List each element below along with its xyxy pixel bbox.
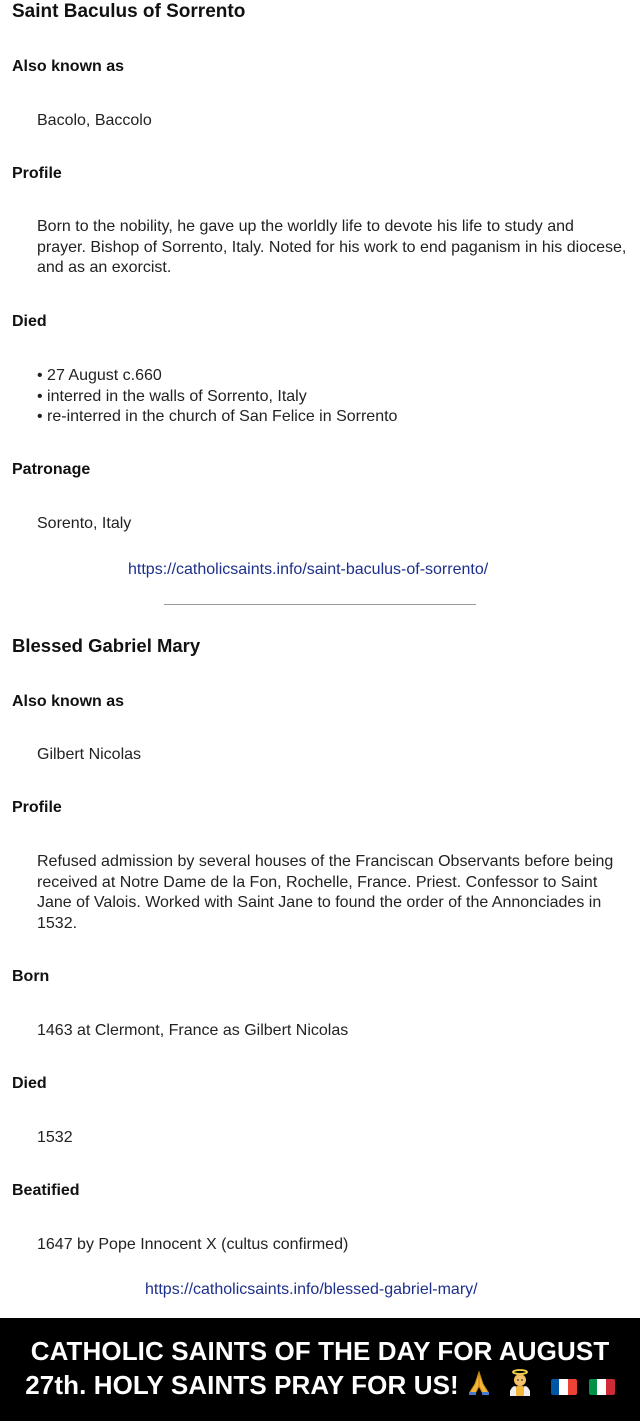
praying-hands-icon — [467, 1370, 491, 1404]
also-known-as-value: Gilbert Nicolas — [37, 746, 142, 763]
italy-flag-icon — [589, 1379, 615, 1395]
banner-caption — [10, 1334, 630, 1405]
also-known-as-value: Bacolo, Baccolo — [37, 112, 152, 129]
caption-banner — [0, 1318, 640, 1421]
france-flag-icon — [551, 1379, 577, 1395]
profile-heading: Profile — [12, 799, 62, 816]
list-item: • re-interred in the church of San Felice in Sorrento — [37, 408, 398, 425]
section-divider — [164, 604, 476, 605]
profile-text: Born to the nobility, he gave up the worldly life to devote his life to study and prayer. Bishop of Sorrento, Italy. Noted for his work to end paganism in his diocese, and as an exorcist. — [37, 218, 627, 276]
beatified-heading: Beatified — [12, 1182, 80, 1199]
died-value: 1532 — [37, 1129, 73, 1146]
baby-angel-icon — [507, 1369, 533, 1405]
profile-text: Refused admission by several houses of the Franciscan Observants before being received at Notre Dame de la Fon, Rochelle, France. Priest. Confessor to Saint Jane of Valois. Worked with Saint Jane to found the order of the Annonciades in 1532. — [37, 853, 614, 932]
died-list — [37, 366, 627, 428]
patronage-heading: Patronage — [12, 461, 91, 478]
blessed-gabriel-title: Blessed Gabriel Mary — [12, 635, 201, 656]
list-item: • 27 August c.660 — [37, 367, 162, 384]
also-known-as-heading: Also known as — [12, 58, 125, 75]
profile-heading: Profile — [12, 165, 62, 182]
also-known-as-heading: Also known as — [12, 693, 125, 710]
banner-line-1: CATHOLIC SAINTS OF THE DAY FOR AUGUST — [30, 1336, 610, 1366]
banner-line-2 — [10, 1368, 630, 1405]
list-item: • interred in the walls of Sorrento, Italy — [37, 387, 307, 405]
born-value: 1463 at Clermont, France as Gilbert Nicolas — [37, 1022, 349, 1039]
blessed-gabriel-link[interactable]: https://catholicsaints.info/blessed-gabriel-mary/ — [145, 1281, 478, 1298]
died-heading: Died — [12, 1075, 47, 1092]
saint-baculus-title: Saint Baculus of Sorrento — [12, 1, 246, 22]
patronage-value: Sorento, Italy — [37, 515, 132, 532]
saint-baculus-link[interactable]: https://catholicsaints.info/saint-baculus-of-sorrento/ — [128, 561, 489, 578]
beatified-value: 1647 by Pope Innocent X (cultus confirmed) — [37, 1236, 349, 1253]
born-heading: Born — [12, 968, 50, 985]
banner-line-2-text: 27th. HOLY SAINTS PRAY FOR US! — [25, 1370, 459, 1400]
died-heading: Died — [12, 313, 47, 330]
